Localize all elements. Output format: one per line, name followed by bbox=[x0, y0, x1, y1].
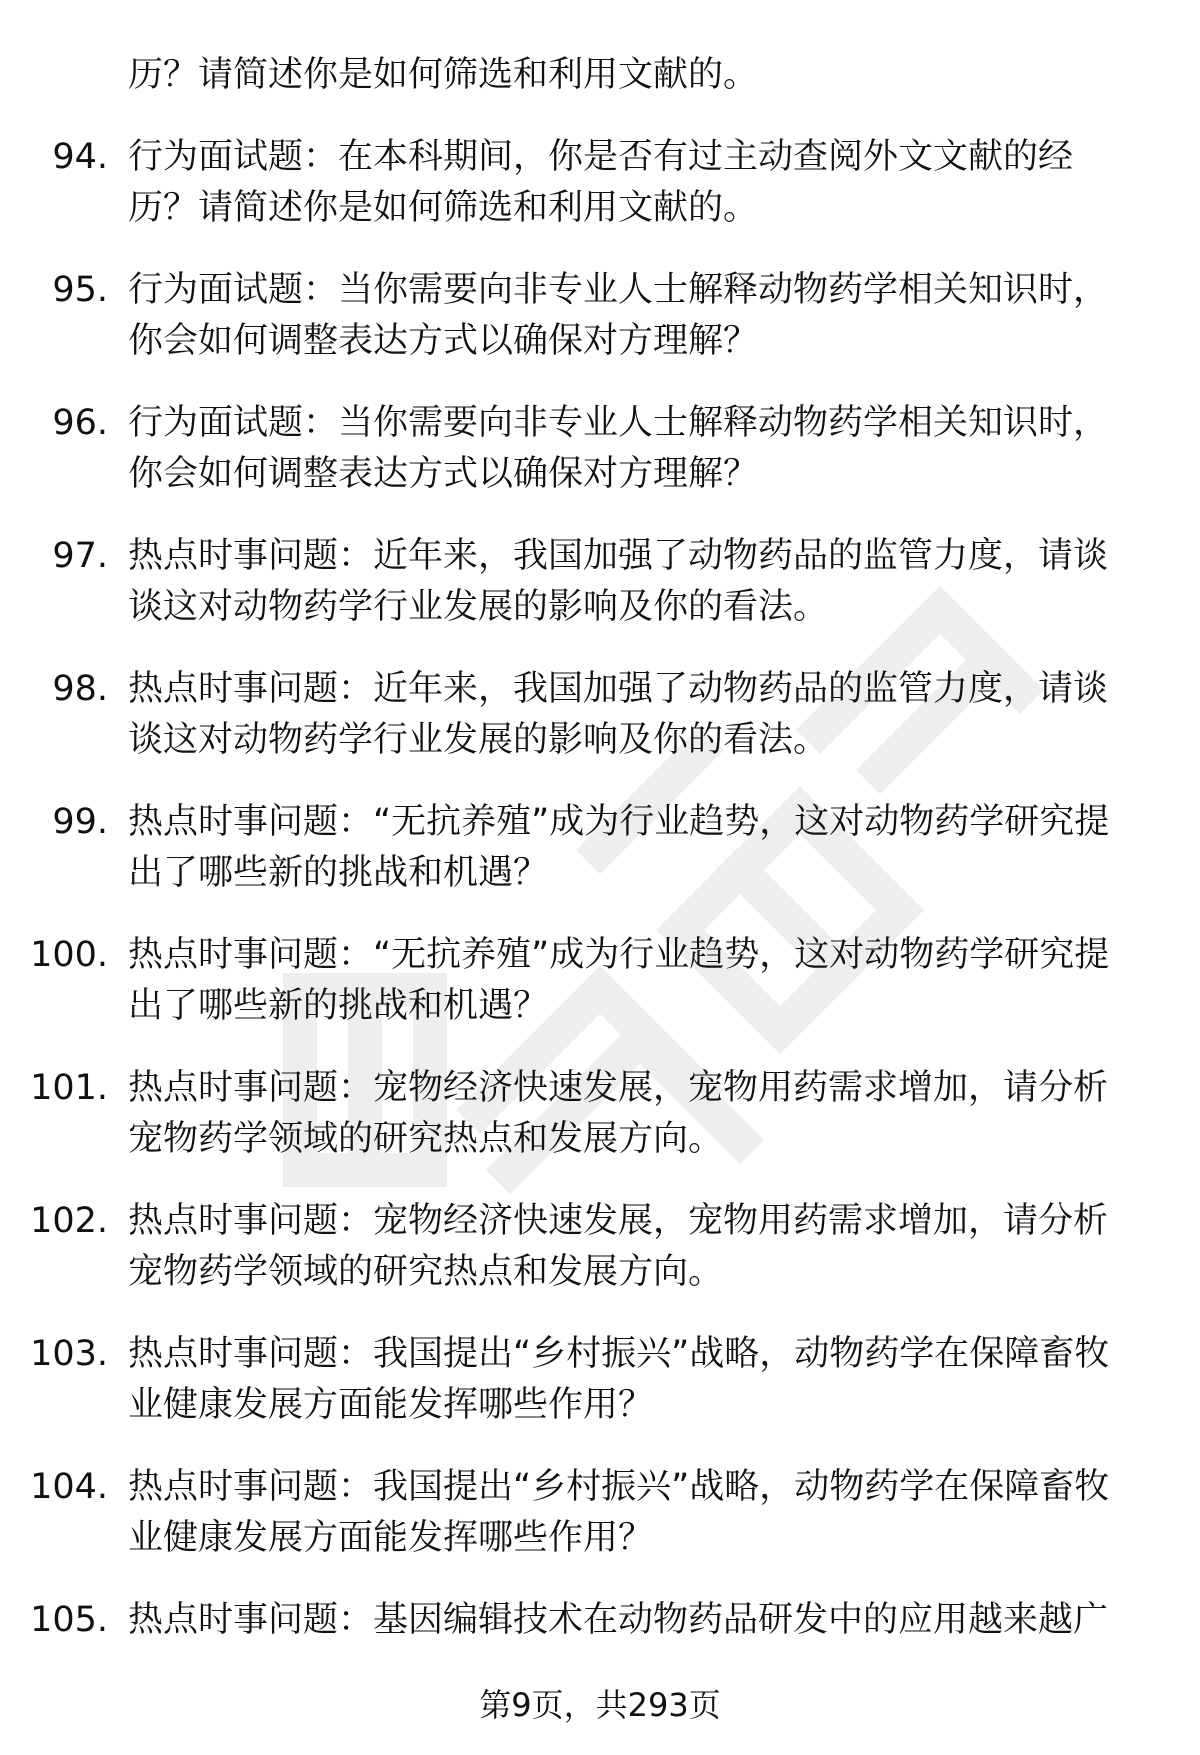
question-list bbox=[0, 50, 1200, 1677]
question-number: 105. bbox=[30, 1600, 108, 1640]
question-text: 热点时事问题：基因编辑技术在动物药品研发中的应用越来越广 bbox=[128, 1600, 1109, 1640]
question-number: 94. bbox=[52, 137, 108, 177]
list-item bbox=[0, 1329, 1200, 1431]
question-number: 97. bbox=[52, 536, 108, 576]
list-item bbox=[0, 1196, 1200, 1298]
question-number: 101. bbox=[30, 1068, 108, 1108]
question-text: 热点时事问题：我国提出“乡村振兴”战略，动物药学在保障畜牧业健康发展方面能发挥哪些作用？ bbox=[128, 1467, 1110, 1558]
page-number: 第9页，共293页 bbox=[479, 1686, 721, 1724]
question-text: 热点时事问题：“无抗养殖”成为行业趋势，这对动物药学研究提出了哪些新的挑战和机遇？ bbox=[128, 802, 1110, 893]
question-number: 100. bbox=[30, 935, 108, 975]
question-text: 热点时事问题：近年来，我国加强了动物药品的监管力度，请谈谈这对动物药学行业发展的影响及你的看法。 bbox=[128, 669, 1109, 760]
question-text: 热点时事问题：我国提出“乡村振兴”战略，动物药学在保障畜牧业健康发展方面能发挥哪些作用？ bbox=[128, 1334, 1110, 1425]
question-text: 行为面试题：当你需要向非专业人士解释动物药学相关知识时，你会如何调整表达方式以确保对方理解？ bbox=[128, 270, 1109, 361]
question-number: 96. bbox=[52, 403, 108, 443]
question-text: 热点时事问题：宠物经济快速发展，宠物用药需求增加，请分析宠物药学领域的研究热点和发展方向。 bbox=[128, 1201, 1109, 1292]
question-number: 104. bbox=[30, 1467, 108, 1507]
question-number: 99. bbox=[52, 802, 108, 842]
list-item bbox=[0, 132, 1200, 234]
list-item bbox=[0, 664, 1200, 766]
question-number: 102. bbox=[30, 1201, 108, 1241]
list-item bbox=[0, 398, 1200, 500]
question-text: 热点时事问题：“无抗养殖”成为行业趋势，这对动物药学研究提出了哪些新的挑战和机遇？ bbox=[128, 935, 1110, 1026]
list-item bbox=[0, 531, 1200, 633]
question-text: 热点时事问题：宠物经济快速发展，宠物用药需求增加，请分析宠物药学领域的研究热点和发展方向。 bbox=[128, 1068, 1109, 1159]
question-text: 行为面试题：在本科期间，你是否有过主动查阅外文文献的经历？请简述你是如何筛选和利用文献的。 bbox=[128, 137, 1074, 228]
list-item bbox=[0, 930, 1200, 1032]
question-number: 98. bbox=[52, 669, 108, 709]
list-item bbox=[0, 1462, 1200, 1564]
list-item bbox=[0, 1595, 1200, 1646]
list-item bbox=[0, 797, 1200, 899]
question-text: 热点时事问题：近年来，我国加强了动物药品的监管力度，请谈谈这对动物药学行业发展的影响及你的看法。 bbox=[128, 536, 1109, 627]
question-number: 95. bbox=[52, 270, 108, 310]
question-text: 行为面试题：当你需要向非专业人士解释动物药学相关知识时，你会如何调整表达方式以确保对方理解？ bbox=[128, 403, 1109, 494]
list-item bbox=[0, 1063, 1200, 1165]
list-item bbox=[0, 265, 1200, 367]
question-number: 103. bbox=[30, 1334, 108, 1374]
carry-over-text: 历？请简述你是如何筛选和利用文献的。 bbox=[128, 55, 759, 95]
